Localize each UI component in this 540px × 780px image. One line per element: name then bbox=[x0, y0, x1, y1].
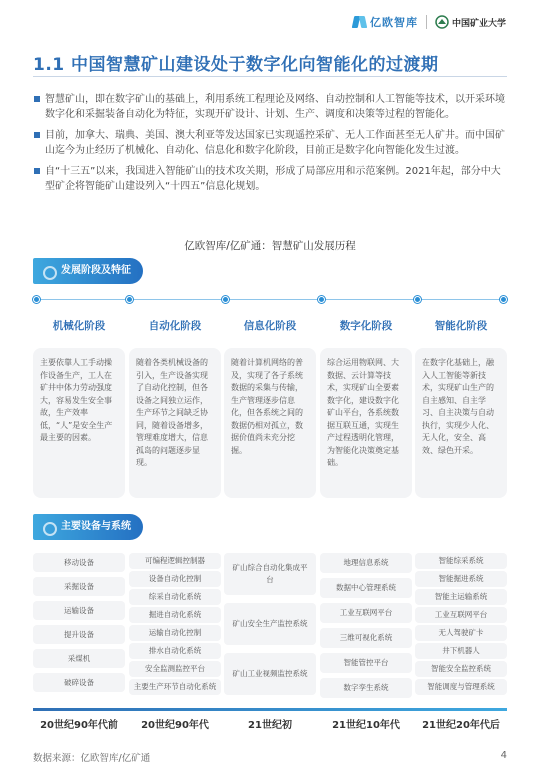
data-source: 数据来源：亿欧智库/亿矿通 bbox=[33, 753, 151, 764]
stage-timeline bbox=[33, 296, 507, 304]
equipment-item: 提升设备 bbox=[33, 625, 125, 644]
equipment-item: 采掘设备 bbox=[33, 577, 125, 596]
logo-divider bbox=[426, 15, 427, 29]
stage-description-card: 综合运用物联网、大数据、云计算等技术，实现矿山全要素数字化，建设数字化矿山平台，各系统数据互联互通，实现生产过程透明化管理，为智能化决策奠定基础。 bbox=[320, 348, 412, 498]
stage-name: 信息化阶段 bbox=[243, 320, 297, 332]
equipment-column bbox=[129, 553, 221, 695]
stage-name: 数字化阶段 bbox=[339, 320, 393, 332]
chart-title: 亿欧智库/亿矿通：智慧矿山发展历程 bbox=[184, 240, 356, 252]
yiou-logo bbox=[353, 14, 418, 30]
equipment-item: 三维可视化系统 bbox=[320, 628, 412, 648]
stage-name: 智能化阶段 bbox=[434, 320, 488, 332]
equipment-item: 智能安全监控系统 bbox=[415, 661, 507, 677]
era-label: 20世纪90年代前 bbox=[40, 720, 118, 731]
page-title: 1.1 中国智慧矿山建设处于数字化向智能化的过渡期 bbox=[33, 55, 439, 75]
bullet-paragraph: 目前，加拿大、瑞典、美国、澳大利亚等发达国家已实现遥控采矿、无人工作面甚至无人矿井。而中国矿山迄今为止经历了机械化、自动化、信息化和数字化阶段，目前正是数字化向智能化发生过渡。 bbox=[33, 128, 507, 158]
university-logo-text: 中国矿业大学 bbox=[451, 18, 506, 29]
timeline-dot bbox=[318, 296, 325, 303]
equipment-item: 主要生产环节自动化系统 bbox=[129, 679, 221, 695]
equipment-item: 采煤机 bbox=[33, 649, 125, 668]
era-label: 21世纪初 bbox=[248, 720, 292, 731]
timeline-line bbox=[33, 299, 507, 300]
university-emblem-icon bbox=[435, 15, 449, 29]
equipment-item: 智能主运输系统 bbox=[415, 589, 507, 605]
page-number: 4 bbox=[500, 750, 507, 761]
equipment-item: 排水自动化系统 bbox=[129, 643, 221, 659]
timeline-dot bbox=[126, 296, 133, 303]
equipment-column bbox=[320, 553, 412, 698]
stage-name: 机械化阶段 bbox=[52, 320, 106, 332]
equipment-item: 矿山工业视频监控系统 bbox=[224, 653, 316, 695]
section-badge-equipment: 主要设备与系统 bbox=[33, 514, 143, 540]
equipment-item: 综采自动化系统 bbox=[129, 589, 221, 605]
equipment-item: 运输设备 bbox=[33, 601, 125, 620]
era-timeline-bar bbox=[33, 708, 507, 711]
section-badge-stages: 发展阶段及特征 bbox=[33, 258, 143, 284]
stage-description-card: 主要依靠人工手动操作设备生产，工人在矿井中体力劳动强度大，容易发生安全事故，生产效率低，“人”是安全生产最主要的因素。 bbox=[33, 348, 125, 498]
equipment-item: 运输自动化控制 bbox=[129, 625, 221, 641]
intro-bullets bbox=[33, 92, 507, 200]
era-label: 21世纪20年代后 bbox=[422, 720, 500, 731]
timeline-dot bbox=[222, 296, 229, 303]
equipment-item: 智能综采系统 bbox=[415, 553, 507, 569]
equipment-column bbox=[33, 553, 125, 692]
stage-description-card: 随着计算机网络的普及，实现了各子系统数据的采集与传输，生产管理逐步信息化，但各系统之间的数据仍相对孤立，数据价值尚未充分挖掘。 bbox=[224, 348, 316, 498]
equipment-item: 智能管控平台 bbox=[320, 653, 412, 673]
equipment-item: 地理信息系统 bbox=[320, 553, 412, 573]
equipment-item: 矿山综合自动化集成平台 bbox=[224, 553, 316, 595]
equipment-item: 工业互联网平台 bbox=[415, 607, 507, 623]
stage-description-card: 随着各类机械设备的引入，生产设备实现了自动化控制，但各设备之间独立运作，生产环节之间缺乏协同，随着设备增多，管理难度增大，信息孤岛的问题逐步显现。 bbox=[129, 348, 221, 498]
equipment-item: 矿山安全生产监控系统 bbox=[224, 603, 316, 645]
equipment-item: 移动设备 bbox=[33, 553, 125, 572]
timeline-dot bbox=[500, 296, 507, 303]
equipment-item: 无人驾驶矿卡 bbox=[415, 625, 507, 641]
era-label: 20世纪90年代 bbox=[141, 720, 209, 731]
stage-name: 自动化阶段 bbox=[148, 320, 202, 332]
bullet-paragraph: 智慧矿山，即在数字矿山的基础上，利用系统工程理论及网络、自动控制和人工智能等技术，以开采环境数字化和采掘装备自动化为特征，实现开矿设计、计划、生产、调度和决策等过程的智能化。 bbox=[33, 92, 507, 122]
equipment-item: 可编程逻辑控制器 bbox=[129, 553, 221, 569]
equipment-item: 井下机器人 bbox=[415, 643, 507, 659]
equipment-item: 数字孪生系统 bbox=[320, 678, 412, 698]
timeline-dot bbox=[414, 296, 421, 303]
timeline-dot bbox=[33, 296, 40, 303]
equipment-item: 智能掘进系统 bbox=[415, 571, 507, 587]
university-logo bbox=[435, 15, 506, 29]
stage-description-card: 在数字化基础上，融入人工智能等新技术，实现矿山生产的自主感知、自主学习、自主决策与自动执行，实现少人化、无人化，安全、高效、绿色开采。 bbox=[415, 348, 507, 498]
era-label: 21世纪10年代 bbox=[332, 720, 400, 731]
equipment-item: 安全监测监控平台 bbox=[129, 661, 221, 677]
equipment-item: 掘进自动化系统 bbox=[129, 607, 221, 623]
title-divider bbox=[33, 76, 507, 77]
equipment-item: 数据中心管理系统 bbox=[320, 578, 412, 598]
equipment-item: 设备自动化控制 bbox=[129, 571, 221, 587]
yiou-logo-mark-icon bbox=[353, 14, 367, 30]
equipment-item: 破碎设备 bbox=[33, 673, 125, 692]
equipment-item: 工业互联网平台 bbox=[320, 603, 412, 623]
equipment-item: 智能调度与管理系统 bbox=[415, 679, 507, 695]
bullet-paragraph: 自“十三五”以来，我国进入智能矿山的技术攻关期，形成了局部应用和示范案例。2021年起，部分中大型矿企将智能矿山建设列入“十四五”信息化规划。 bbox=[33, 164, 507, 194]
yiou-logo-text: 亿欧智库 bbox=[369, 16, 418, 29]
header-logos bbox=[353, 14, 506, 30]
equipment-column bbox=[415, 553, 507, 695]
equipment-column bbox=[224, 553, 316, 695]
